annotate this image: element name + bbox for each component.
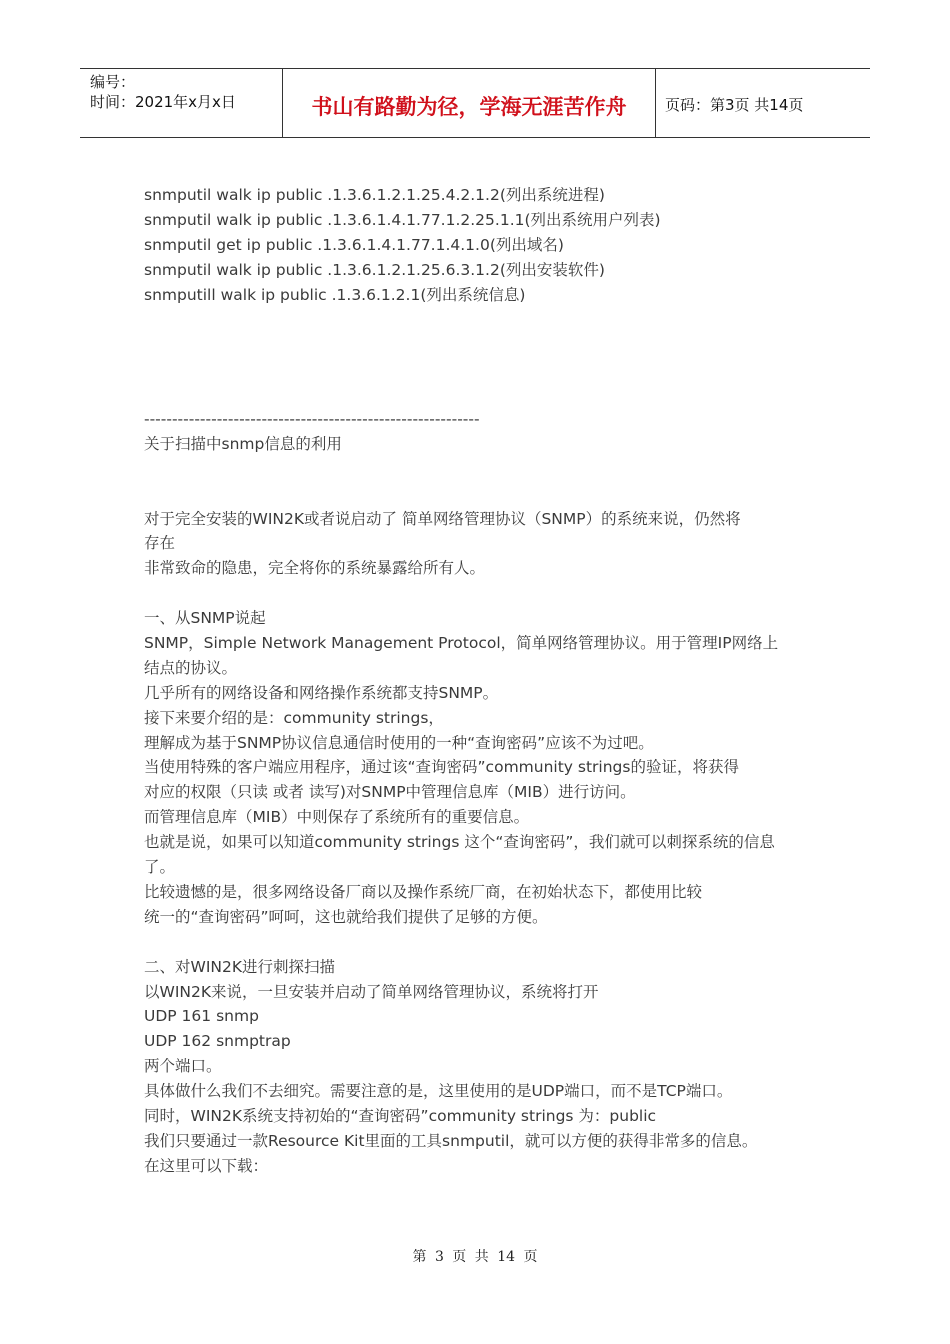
text-line: 两个端口。 — [144, 1057, 222, 1076]
text-line: snmputil walk ip public .1.3.6.1.2.1.25.4.2.1.2(列出系统进程) — [144, 186, 605, 204]
blank-line — [144, 930, 824, 955]
blank-line — [144, 332, 824, 357]
blank-line — [144, 382, 824, 407]
text-line: snmputil walk ip public .1.3.6.1.4.1.77.1.2.25.1.1(列出系统用户列表) — [144, 210, 661, 229]
document-number-label: 编号： — [90, 73, 136, 91]
blank-line — [144, 482, 824, 507]
text-line: 一、从SNMP说起 — [144, 609, 266, 628]
text-line: 对应的权限（只读 或者 读写)对SNMP中管理信息库（MIB）进行访问。 — [144, 783, 636, 802]
blank-line — [144, 357, 824, 382]
text-line: 统一的“查询密码”呵呵，这也就给我们提供了足够的方便。 — [144, 907, 548, 926]
text-line: 以WIN2K来说，一旦安装并启动了简单网络管理协议，系统将打开 — [144, 982, 599, 1001]
text-line: ------------------------------------------------------------ — [144, 410, 480, 429]
document-body — [144, 183, 824, 1179]
page-footer: 第 3 页 共 14 页 — [412, 1249, 538, 1265]
blank-line — [144, 457, 824, 482]
text-line: SNMP，Simple Network Management Protocol，简单网络管理协议。用于管理IP网络上 — [144, 634, 779, 653]
text-line: snmputil get ip public .1.3.6.1.4.1.77.1.4.1.0(列出域名) — [144, 235, 564, 254]
document-date-label: 时间：2021年x月x日 — [90, 93, 236, 111]
text-line: 了。 — [144, 858, 176, 877]
text-line: 比较遗憾的是，很多网络设备厂商以及操作系统厂商，在初始状态下，都使用比较 — [144, 882, 703, 901]
text-line: 同时，WIN2K系统支持初始的“查询密码”community strings 为：public — [144, 1106, 657, 1125]
text-line: 接下来要介绍的是：community strings， — [144, 708, 444, 727]
text-line: 而管理信息库（MIB）中则保存了系统所有的重要信息。 — [144, 808, 530, 827]
header-page-info: 页码：第3页 共14页 — [665, 96, 804, 114]
text-line: snmputill walk ip public .1.3.6.1.2.1(列出系统信息) — [144, 285, 526, 304]
blank-line — [144, 581, 824, 606]
text-line: 非常致命的隐患，完全将你的系统暴露给所有人。 — [144, 559, 486, 578]
blank-line — [144, 307, 824, 332]
text-line: UDP 162 snmptrap — [144, 1032, 291, 1051]
text-line: 二、对WIN2K进行刺探扫描 — [144, 957, 336, 976]
text-line: 在这里可以下载： — [144, 1156, 269, 1175]
text-line: 关于扫描中snmp信息的利用 — [144, 434, 342, 453]
text-line: 也就是说，如果可以知道community strings 这个“查询密码”，我们就可以刺探系统的信息 — [144, 833, 775, 852]
text-line: 存在 — [144, 534, 176, 553]
text-line: 几乎所有的网络设备和网络操作系统都支持SNMP。 — [144, 683, 499, 702]
text-line: 结点的协议。 — [144, 658, 238, 677]
header-meta-cell — [80, 69, 282, 137]
header-motto-cell — [282, 69, 656, 137]
document-header — [80, 68, 870, 138]
text-line: UDP 161 snmp — [144, 1007, 259, 1026]
text-line: 对于完全安装的WIN2K或者说启动了 简单网络管理协议（SNMP）的系统来说，仍然将 — [144, 509, 741, 528]
text-line: 我们只要通过一款Resource Kit里面的工具snmputil，就可以方便的获得非常多的信息。 — [144, 1131, 758, 1150]
text-line: snmputil walk ip public .1.3.6.1.2.1.25.6.3.1.2(列出安装软件) — [144, 260, 605, 279]
text-line: 当使用特殊的客户端应用程序，通过该“查询密码”community strings的验证，将获得 — [144, 758, 739, 777]
header-page-cell — [655, 69, 870, 137]
text-line: 具体做什么我们不去细究。需要注意的是，这里使用的是UDP端口，而不是TCP端口。 — [144, 1082, 733, 1101]
header-motto: 书山有路勤为径，学海无涯苦作舟 — [311, 94, 627, 119]
text-line: 理解成为基于SNMP协议信息通信时使用的一种“查询密码”应该不为过吧。 — [144, 733, 654, 752]
